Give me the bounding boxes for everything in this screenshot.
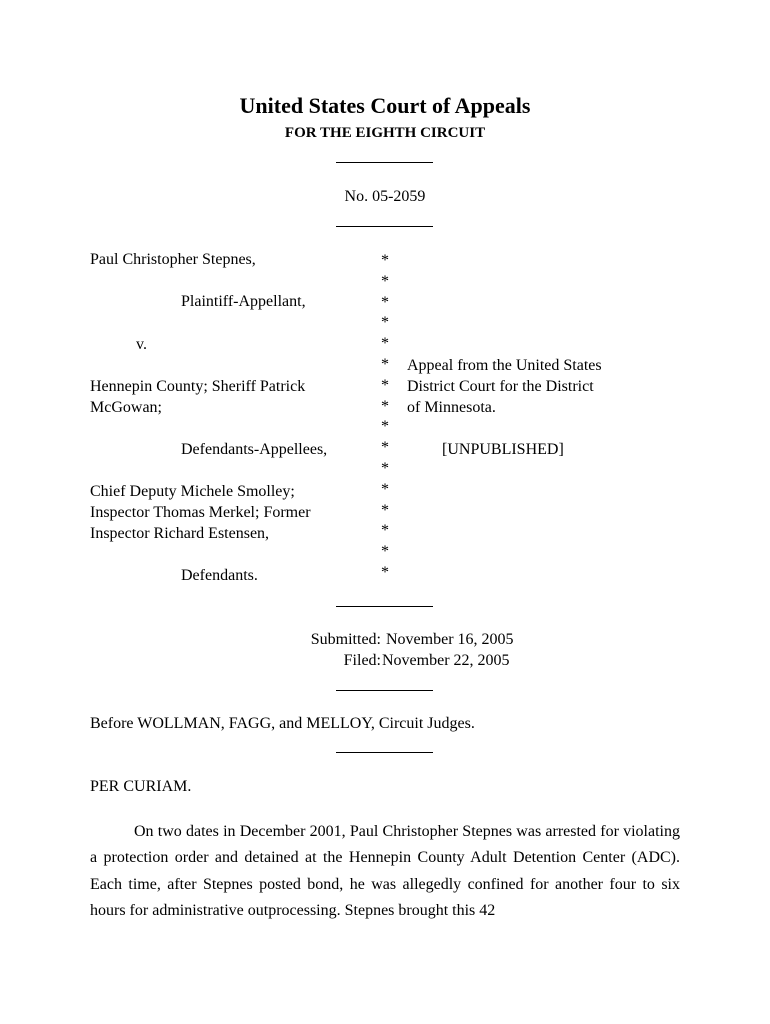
party-plaintiff: Paul Christopher Stepnes, [90,251,256,268]
appeal-from-line-1: Appeal from the United States [407,357,602,374]
appeal-from-line-2: District Court for the District [407,378,594,395]
caption-star: * [381,543,389,561]
caption-star: * [381,314,389,332]
role-defendants: Defendants. [181,567,258,584]
filed-label: Filed: [343,652,381,669]
caption-star: * [381,252,389,269]
versus-label: v. [136,336,147,353]
court-title: United States Court of Appeals [239,93,531,118]
divider-rule [336,752,433,753]
caption-star: * [381,272,389,290]
caption-star: * [381,522,389,540]
caption-star: * [381,335,389,353]
role-defendants-appellees: Defendants-Appellees, [181,441,328,458]
party-other-defendants-line-1: Chief Deputy Michele Smolley; [90,483,295,500]
unpublished-label: [UNPUBLISHED] [442,441,564,458]
appeal-from-line-3: of Minnesota. [407,399,496,416]
opinion-paragraph: On two dates in December 2001, Paul Christopher Stepnes was arrested for violating a protection order and detained at the Hennepin County Adult Detention Center (ADC). Each time, after Stepnes posted bond, he was allegedly confined for another four to six hours for administrative outprocessing. Stepnes brought this 42 [90,823,680,919]
submitted-date: November 16, 2005 [386,631,514,648]
role-plaintiff-appellant: Plaintiff-Appellant, [181,293,306,310]
divider-rule [336,162,433,163]
caption-star: * [381,563,389,581]
party-other-defendants-line-2: Inspector Thomas Merkel; Former [90,504,311,521]
divider-rule [336,690,433,691]
party-defendant-line-2: McGowan; [90,399,162,416]
caption-star: * [381,480,389,498]
divider-rule [336,226,433,227]
party-other-defendants-line-3: Inspector Richard Estensen, [90,525,270,542]
caption-star: * [381,501,389,519]
caption-star: * [381,397,389,415]
caption-star: * [381,376,389,394]
caption-star: * [381,293,389,311]
case-number: No. 05-2059 [344,188,426,205]
circuit-subtitle: FOR THE EIGHTH CIRCUIT [284,125,486,141]
panel-judges: Before WOLLMAN, FAGG, and MELLOY, Circuit Judges. [90,715,475,732]
caption-star: * [381,355,389,373]
per-curiam-heading: PER CURIAM. [90,778,192,795]
party-defendant-line-1: Hennepin County; Sheriff Patrick [90,378,306,395]
divider-rule [336,606,433,607]
filed-date: November 22, 2005 [382,652,510,669]
submitted-label: Submitted: [310,631,381,648]
caption-star-column [378,251,392,584]
caption-star: * [381,418,389,436]
caption-star: * [381,439,389,457]
caption-star: * [381,459,389,477]
